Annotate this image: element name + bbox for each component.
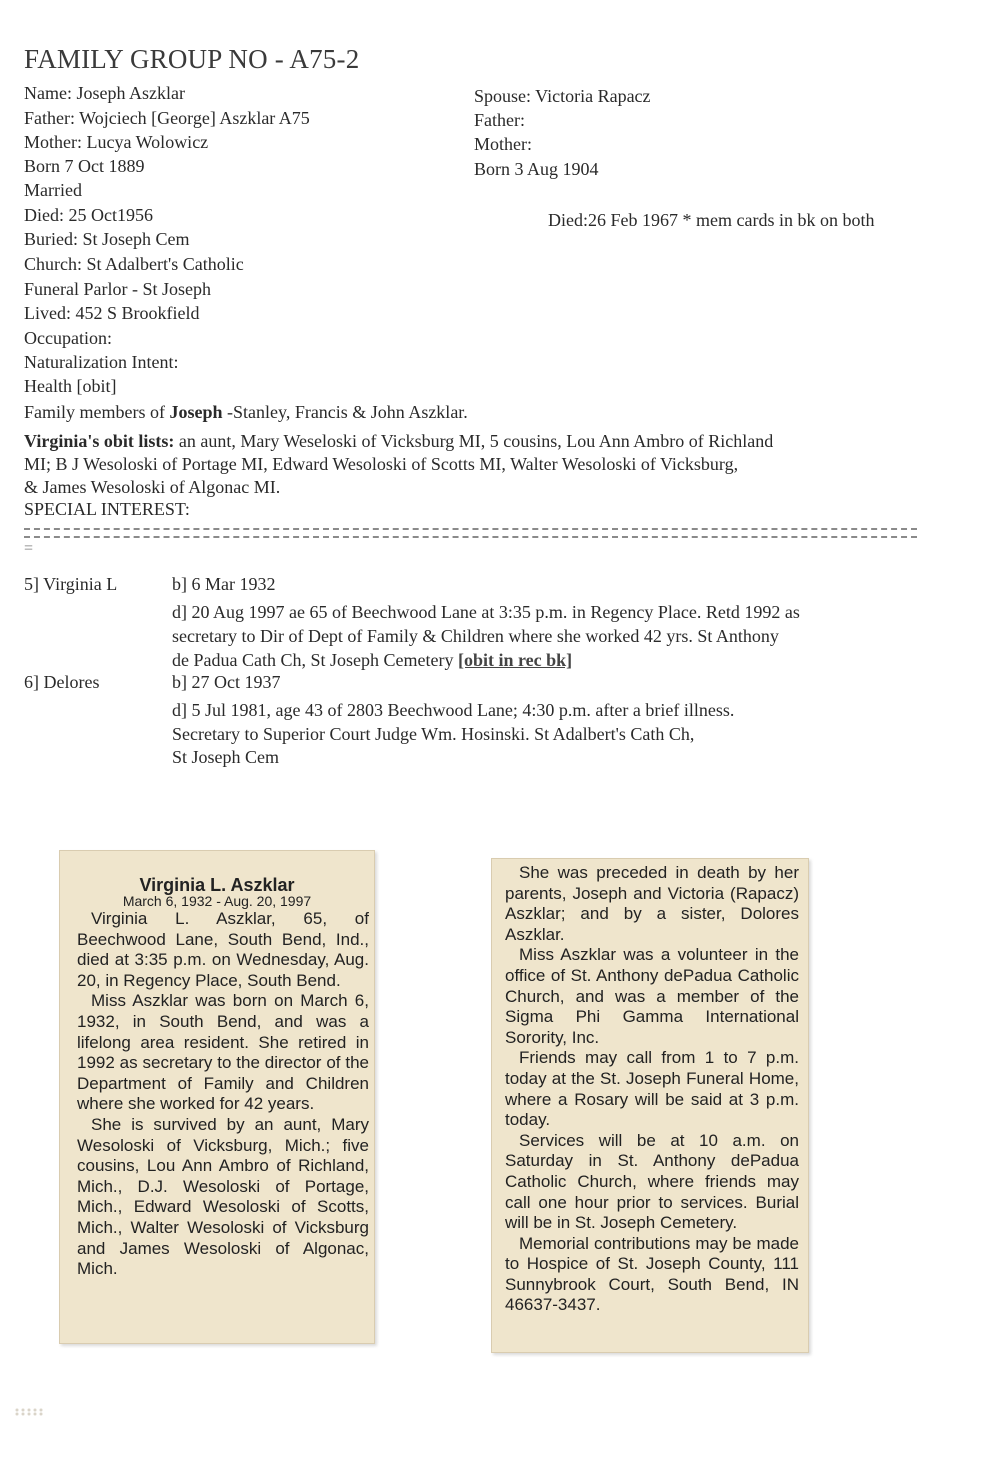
separator-rule [24,528,917,538]
separator-tail: = [24,540,34,557]
clipping-paragraph: Miss Aszklar was born on March 6, 1932, in South Bend, and was a lifelong area resident. She retired in 1992 as secretary to the director of the Department of Family and Children where she worked for 42 years. [77,991,369,1114]
child-died-line: d] 5 Jul 1981, age 43 of 2803 Beechwood Lane; 4:30 p.m. after a brief illness. [172,700,735,720]
spouse-father: Father: [474,110,525,130]
special-interest: SPECIAL INTEREST: [24,499,190,519]
child-died-line: d] 20 Aug 1997 ae 65 of Beechwood Lane at 3:35 p.m. in Regency Place. Retd 1992 as [172,602,800,622]
husband-funeral-parlor: Funeral Parlor - St Joseph [24,279,211,299]
husband-health: Health [obit] [24,376,117,396]
spouse-died: Died:26 Feb 1967 * mem cards in bk on both [548,210,875,230]
child-number: 6] Delores [24,672,100,692]
clipping-paragraph: Services will be at 10 a.m. on Saturday in St. Anthony dePadua Catholic Church, where friends may call one hour prior to services. Burial will be in St. Joseph Cemetery. [505,1130,799,1233]
child-died-line: Secretary to Superior Court Judge Wm. Hosinski. St Adalbert's Cath Ch, [172,724,695,744]
child-died-line: St Joseph Cem [172,747,280,767]
husband-mother: Mother: Lucya Wolowicz [24,132,209,152]
obit-record-link[interactable]: [obit in rec bk] [457,650,573,670]
family-members-rest: -Stanley, Francis & John Aszklar. [222,402,468,422]
family-members-prefix: Family members of [24,402,170,422]
husband-married: Married [24,180,82,200]
scan-speck-mark [14,1408,44,1416]
clipping-dates: March 6, 1932 - Aug. 20, 1997 [122,893,312,909]
obituary-clipping-right [491,858,809,1353]
obituary-clipping-left [59,850,375,1344]
child-born: b] 27 Oct 1937 [172,672,281,692]
spouse-mother: Mother: [474,134,532,154]
virginia-obit-text-1: an aunt, Mary Weseloski of Vicksburg MI, 5 cousins, Lou Ann Ambro of Richland [174,431,774,451]
husband-lived: Lived: 452 S Brookfield [24,303,200,323]
page-title: FAMILY GROUP NO - A75-2 [24,44,360,74]
clipping-paragraph: Virginia L. Aszklar, 65, of Beechwood Lane, South Bend, Ind., died at 3:35 p.m. on Wednesday, Aug. 20, in Regency Place, South Bend. [77,909,369,990]
virginia-obit-line-3: & James Wesoloski of Algonac MI. [24,477,281,497]
husband-father: Father: Wojciech [George] Aszklar A75 [24,108,310,128]
husband-name: Name: Joseph Aszklar [24,83,185,103]
clipping-paragraph: She is survived by an aunt, Mary Wesoloski of Vicksburg, Mich.; five cousins, Lou Ann Ambro of Richland, Mich., D.J. Wesoloski of Portage, Mich., Edward Wesoloski of Scotts, Mich., Walter Wesoloski of Vicksburg and James Wesoloski of Algonac, Mich. [77,1114,369,1279]
virginia-obit-label: Virginia's obit lists: [24,431,175,451]
virginia-obit-line-2: MI; B J Wesoloski of Portage MI, Edward Wesoloski of Scotts MI, Walter Wesoloski of Vicksburg, [24,454,739,474]
husband-died: Died: 25 Oct1956 [24,205,153,225]
clipping-heading: Virginia L. Aszklar [139,875,295,895]
husband-church: Church: St Adalbert's Catholic [24,254,244,274]
child-died-line: secretary to Dir of Dept of Family & Children where she worked 42 yrs. St Anthony [172,626,779,646]
child-died-line [172,648,572,672]
child-number: 5] Virginia L [24,574,118,594]
husband-occupation: Occupation: [24,328,112,348]
husband-born: Born 7 Oct 1889 [24,156,145,176]
spouse-name: Spouse: Victoria Rapacz [474,86,651,106]
virginia-obit-line-1 [24,429,773,453]
child-born: b] 6 Mar 1932 [172,574,276,594]
clipping-paragraph: Miss Aszklar was a volunteer in the office of St. Anthony dePadua Catholic Church, and was a member of the Sigma Phi Gamma International Sorority, Inc. [505,945,799,1047]
clipping-paragraph: Memorial contributions may be made to Hospice of St. Joseph County, 111 Sunnybrook Court, South Bend, IN 46637-3437. [505,1233,799,1315]
husband-buried: Buried: St Joseph Cem [24,229,190,249]
spouse-born: Born 3 Aug 1904 [474,159,599,179]
family-members-line [24,400,468,424]
child-died-text: de Padua Cath Ch, St Joseph Cemetery [172,650,458,670]
clipping-paragraph: Friends may call from 1 to 7 p.m. today at the St. Joseph Funeral Home, where a Rosary will be said at 3 p.m. today. [505,1048,799,1130]
family-members-name: Joseph [169,402,223,422]
clipping-paragraph: She was preceded in death by her parents, Joseph and Victoria (Rapacz) Aszklar; and by a sister, Dolores Aszklar. [505,863,799,944]
husband-naturalization: Naturalization Intent: [24,352,179,372]
